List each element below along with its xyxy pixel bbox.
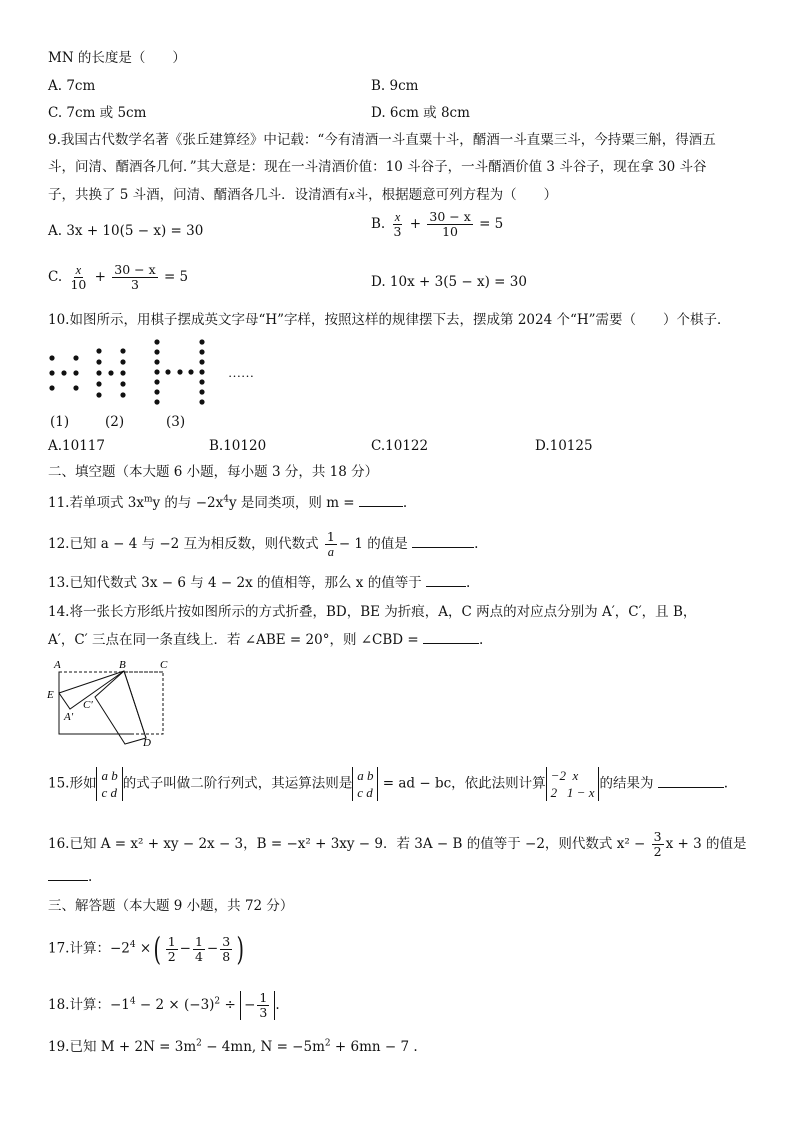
q13-answer-blank[interactable]	[426, 574, 466, 587]
q8-option-b: B. 9cm	[371, 78, 419, 94]
q9-line3: 子，共换了 5 斗酒，问清、醑酒各几斗．设清酒有x斗，根据题意可列方程为（ ）	[48, 187, 558, 203]
q8-option-d: D. 6cm 或 8cm	[371, 105, 470, 121]
q9-line2: 斗，问清、醑酒各几何．”其大意是：现在一斗清酒价值：10 斗谷子，一斗醑酒价值 3 斗谷子，现在拿 30 斗谷	[48, 159, 707, 175]
q9-option-b: B. $\frac{x}{3}$ + $\frac{30 - x}{10}$ = 5	[371, 209, 504, 239]
q13: 13.已知代数式 3x − 6 与 4 − 2x 的值相等，那么 x 的值等于 .	[48, 575, 471, 591]
q11-answer-blank[interactable]	[359, 494, 403, 507]
q15-answer-blank[interactable]	[658, 775, 724, 788]
q18-absolute-value: − $\frac{1}{3}$	[240, 991, 275, 1020]
q8-option-c: C. 7cm 或 5cm	[48, 105, 147, 121]
q12: 12.已知 a − 4 与 −2 互为相反数，则代数式 $\frac{1}{a}$ − 1 的值是 .	[48, 529, 479, 559]
q14-label-D: D	[143, 737, 151, 749]
q10-option-a: A.10117	[48, 438, 105, 454]
q8-option-a: A. 7cm	[48, 78, 96, 94]
q14-line2: A′，C′ 三点在同一条直线上．若 ∠ABE = 20°，则 ∠CBD = .	[48, 632, 484, 648]
q15-determinant-rule: a b c d	[352, 767, 378, 801]
q10-fig-label-1: (1)	[50, 414, 70, 430]
q15: 15.形如 a b c d 的式子叫做二阶行列式，其运算法则是 a b c d = ad − bc，依此法则计算 −2 x 2 1 − x 的结果为 .	[48, 768, 729, 800]
q10-option-c: C.10122	[371, 438, 429, 454]
q14-label-A: A	[54, 659, 61, 671]
q12-answer-blank[interactable]	[412, 535, 474, 548]
q15-determinant-template: a b c d	[96, 767, 122, 801]
q14-folding-figure	[44, 655, 174, 750]
q9-option-c: C. $\frac{x}{10}$ + $\frac{30 - x}{3}$ = 5	[48, 262, 189, 292]
q14-label-B: B	[119, 659, 126, 671]
q14-label-A-prime: A′	[64, 711, 74, 723]
q14-line1: 14.将一张长方形纸片按如图所示的方式折叠，BD，BE 为折痕，A，C 两点的对应点分别为 A′，C′，且 B，	[48, 604, 697, 620]
q14-label-C-prime: C′	[83, 699, 93, 711]
q14-label-C: C	[160, 659, 168, 671]
q9-option-a: A. 3x + 10(5 − x) = 30	[48, 223, 204, 239]
q8-stem: MN 的长度是（ ）	[48, 50, 186, 66]
q14-label-E: E	[47, 689, 54, 701]
q18: 18.计算：$-1^4 - 2 \times (-3)^2$ ÷ − $\frac{1}{3}$ .	[48, 990, 280, 1020]
q10-h-pattern-figure	[40, 336, 280, 436]
q16: 16.已知 A = x² + xy − 2x − 3，B = −x² + 3xy − 9．若 3A − B 的值等于 −2，则代数式 x² − $\frac{3}{2}$ x + 3 的值是	[48, 829, 747, 859]
q10-option-b: B.10120	[209, 438, 267, 454]
q19: 19.已知 $M + 2N = 3m^2 - 4mn$, $N = -5m^2 + 6mn - 7$ .	[48, 1038, 418, 1055]
q10-option-d: D.10125	[535, 438, 593, 454]
q10-ellipsis: ……	[228, 365, 254, 380]
q14-answer-blank[interactable]	[423, 631, 479, 644]
q9-option-d: D. 10x + 3(5 − x) = 30	[371, 274, 527, 290]
q10-fig-label-3: (3)	[166, 414, 186, 430]
section-2-heading: 二、填空题（本大题 6 小题，每小题 3 分，共 18 分）	[48, 464, 379, 480]
q10-fig-label-2: (2)	[105, 414, 125, 430]
q16-answer-line: .	[48, 868, 92, 886]
q10-stem: 10.如图所示，用棋子摆成英文字母“H”字样，按照这样的规律摆下去，摆成第 2024 个“H”需要（ ）个棋子．	[48, 312, 731, 328]
q17: 17.计算：$-2^4$ ×( $\frac{1}{2}$ − $\frac{1}{4}$ − $\frac{3}{8}$ )	[48, 930, 245, 968]
section-3-heading: 三、解答题（本大题 9 小题，共 72 分）	[48, 898, 294, 914]
q15-determinant-compute: −2 x 2 1 − x	[546, 767, 600, 801]
q16-answer-blank[interactable]	[48, 868, 88, 881]
q9-line1: 9.我国古代数学名著《张丘建算经》中记载：“今有清酒一斗直粟十斗，醑酒一斗直粟三斗，今持粟三斛，得酒五	[48, 132, 716, 148]
q11: 11.若单项式 $3x^my$ 的与 $-2x^4y$ 是同类项，则 m = .	[48, 494, 408, 511]
